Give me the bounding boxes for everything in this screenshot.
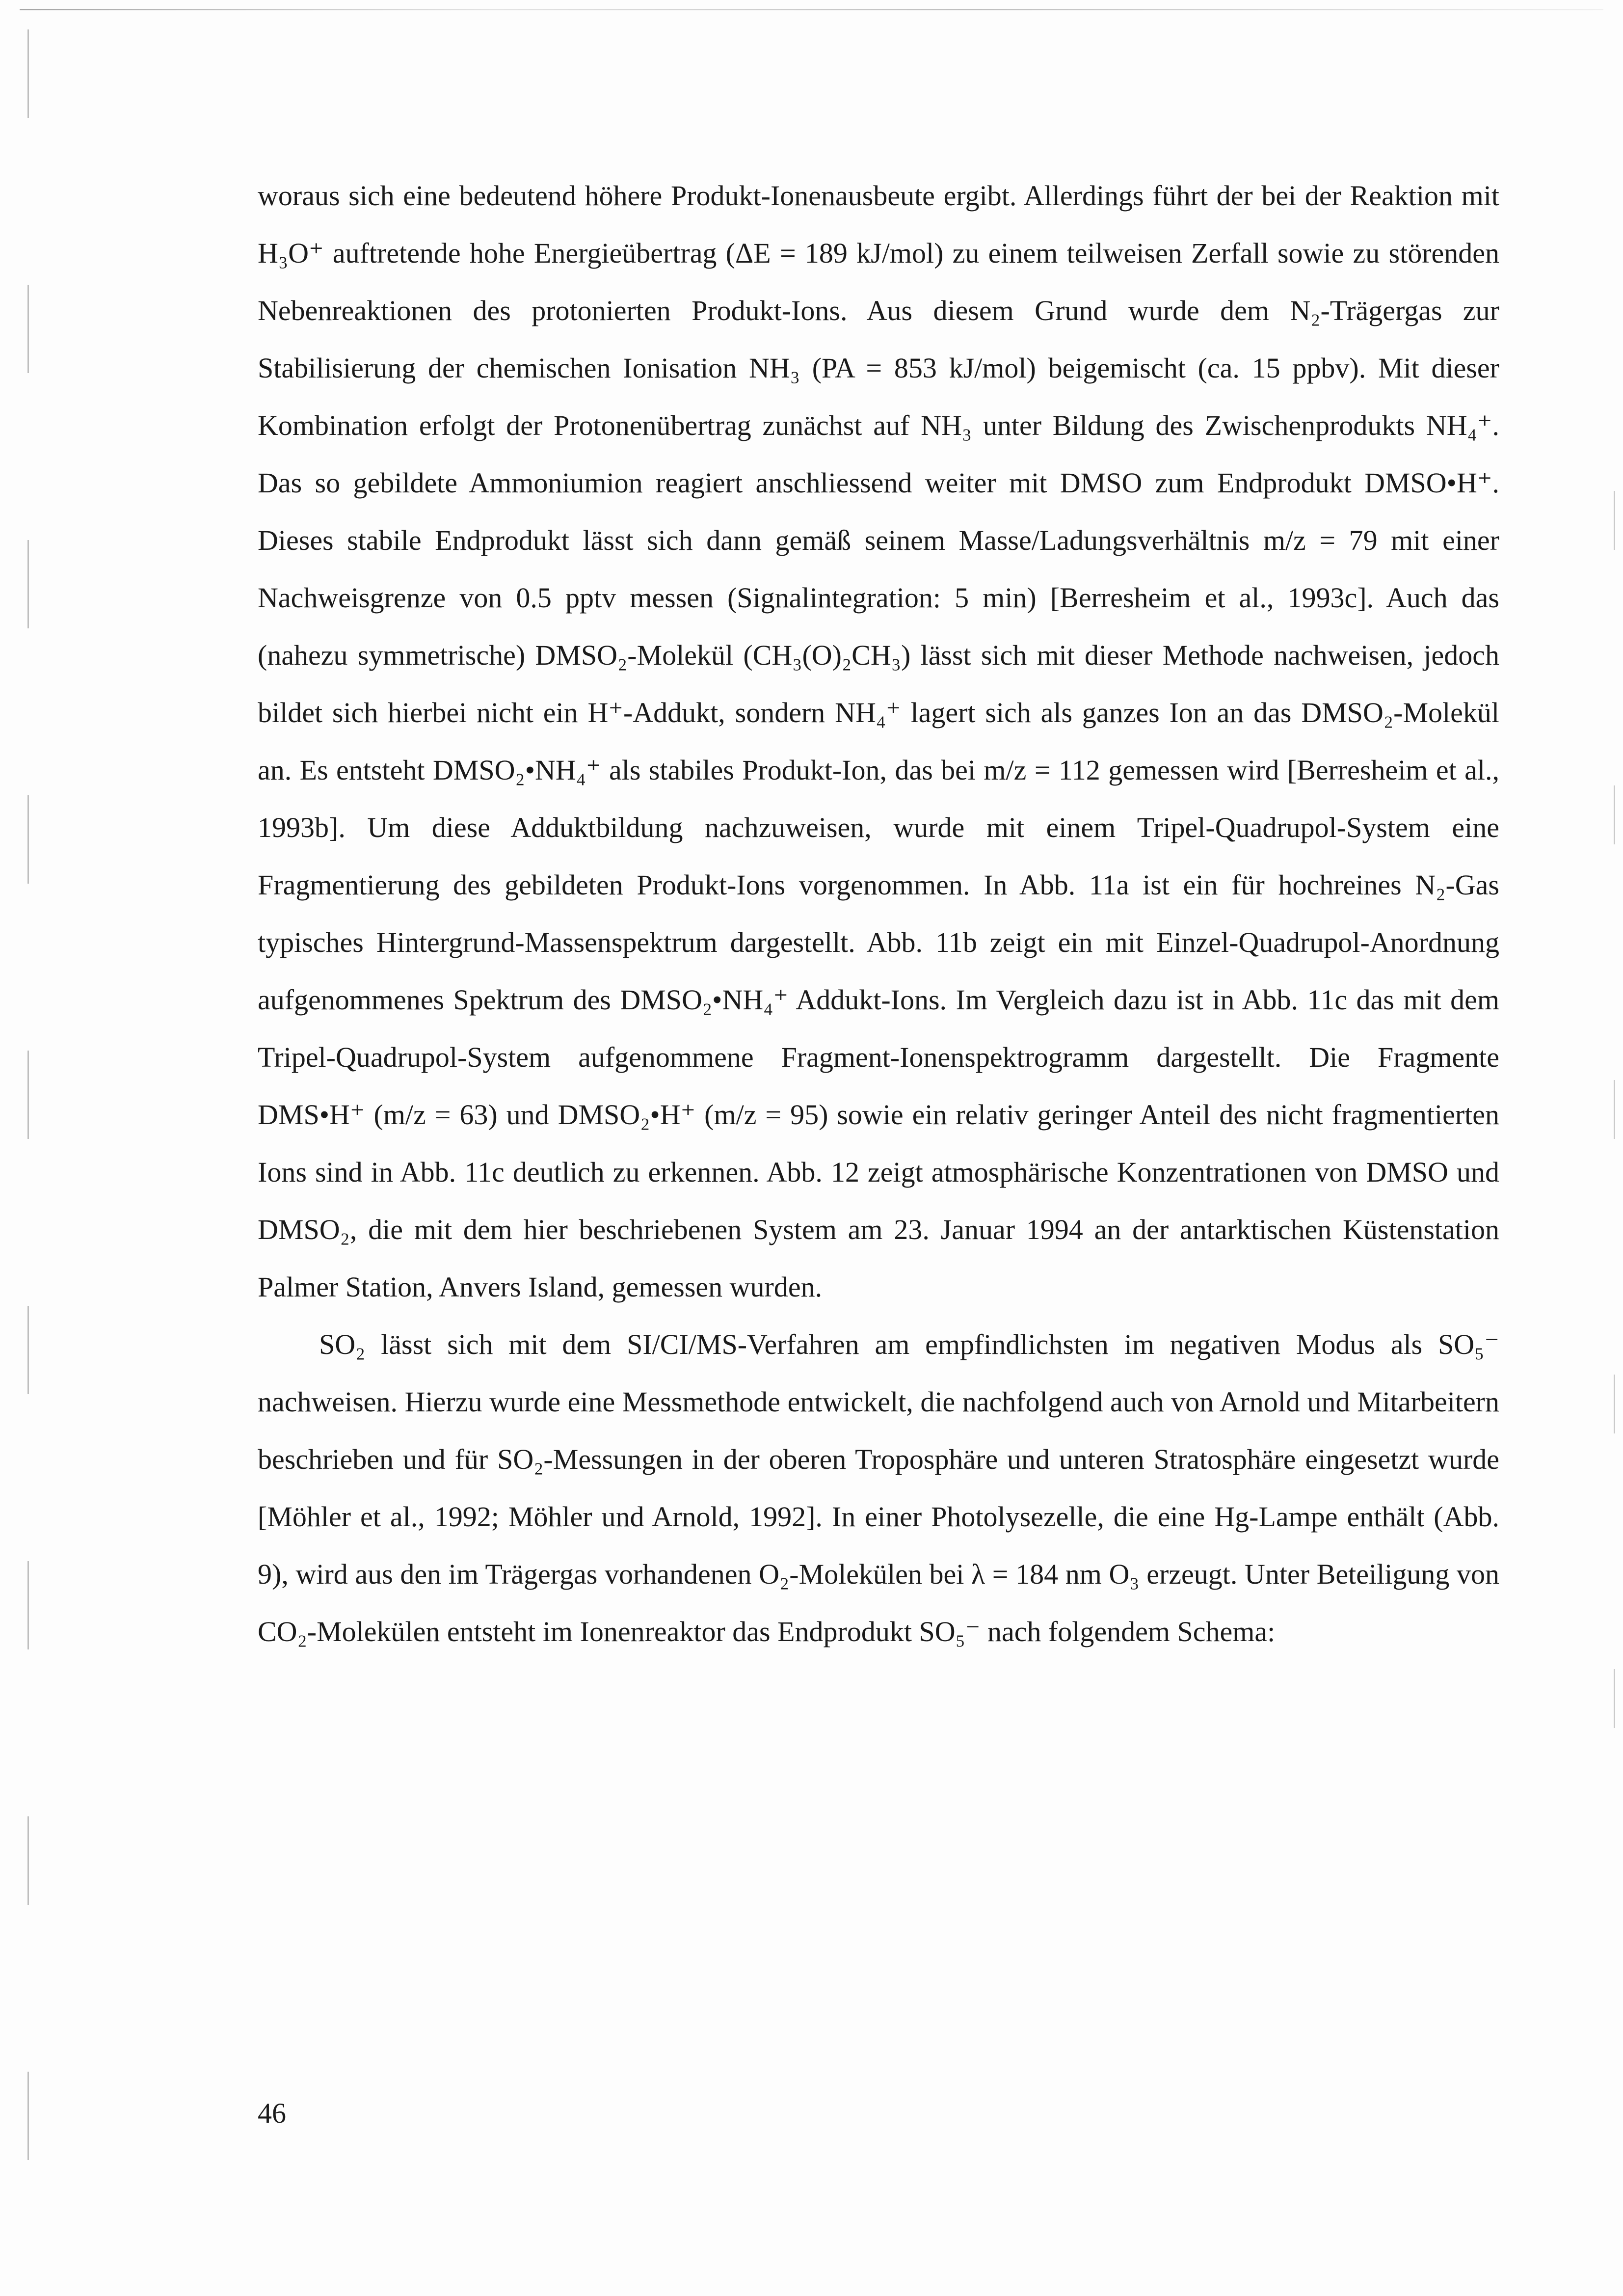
scan-artifact-right — [1614, 491, 1615, 1767]
scan-artifact-left — [27, 29, 29, 2268]
paragraph-1: woraus sich eine bedeutend höhere Produkt-Ionenausbeute ergibt. Allerdings führt der bei der Reaktion mit H₃O⁺ auftretende hohe Energieübertrag (ΔE = 189 kJ/mol) zu einem teilweisen Zerfall sowie zu störenden Nebenreaktionen des protonierten Produkt-Ions. Aus diesem Grund wurde dem N₂-Trägergas zur Stabilisierung der chemischen Ionisation NH₃ (PA = 853 kJ/mol) beigemischt (ca. 15 ppbv). Mit dieser Kombination erfolgt der Protonenübertrag zunächst auf NH₃ unter Bildung des Zwischenprodukts NH₄⁺. Das so gebildete Ammoniumion reagiert anschliessend weiter mit DMSO zum Endprodukt DMSO•H⁺. Dieses stabile Endprodukt lässt sich dann gemäß seinem Masse/Ladungsverhältnis m/z = 79 mit einer Nachweisgrenze von 0.5 pptv messen (Signalintegration: 5 min) [Berresheim et al., 1993c]. Auch das (nahezu symmetrische) DMSO₂-Molekül (CH₃(O)₂CH₃) lässt sich mit dieser Methode nachweisen, jedoch bildet sich hierbei nicht ein H⁺-Addukt, sondern NH₄⁺ lagert sich als ganzes Ion an das DMSO₂-Molekül an. Es entsteht DMSO₂•NH₄⁺ als stabiles Produkt-Ion, das bei m/z = 112 gemessen wird [Berresheim et al., 1993b]. Um diese Adduktbildung nachzuweisen, wurde mit einem Tripel-Quadrupol-System eine Fragmentierung des gebildeten Produkt-Ions vorgenommen. In Abb. 11a ist ein für hochreines N₂-Gas typisches Hintergrund-Massenspektrum dargestellt. Abb. 11b zeigt ein mit Einzel-Quadrupol-Anordnung aufgenommenes Spektrum des DMSO₂•NH₄⁺ Addukt-Ions. Im Vergleich dazu ist in Abb. 11c das mit dem Tripel-Quadrupol-System aufgenommene Fragment-Ionenspektrogramm dargestellt. Die Fragmente DMS•H⁺ (m/z = 63) und DMSO₂•H⁺ (m/z = 95) sowie ein relativ geringer Anteil des nicht fragmentierten Ions sind in Abb. 11c deutlich zu erkennen. Abb. 12 zeigt atmosphärische Konzentrationen von DMSO und DMSO₂, die mit dem hier beschriebenen System am 23. Januar 1994 an der antarktischen Küstenstation Palmer Station, Anvers Island, gemessen wurden. — [258, 180, 1499, 1303]
scan-artifact-top — [20, 9, 1603, 10]
page-number: 46 — [258, 2097, 286, 2129]
paragraph-2: SO₂ lässt sich mit dem SI/CI/MS-Verfahren am empfindlichsten im negativen Modus als SO₅⁻ nachweisen. Hierzu wurde eine Messmethode entwickelt, die nachfolgend auch von Arnold und Mitarbeitern beschrieben und für SO₂-Messungen in der oberen Troposphäre und unteren Stratosphäre eingesetzt wurde [Möhler et al., 1992; Möhler und Arnold, 1992]. In einer Photolysezelle, die eine Hg-Lampe enthält (Abb. 9), wird aus den im Trägergas vorhandenen O₂-Molekülen bei λ = 184 nm O₃ erzeugt. Unter Beteiligung von CO₂-Molekülen entsteht im Ionenreaktor das Endprodukt SO₅⁻ nach folgendem Schema: — [258, 1328, 1499, 1648]
body-text — [258, 167, 1499, 1660]
